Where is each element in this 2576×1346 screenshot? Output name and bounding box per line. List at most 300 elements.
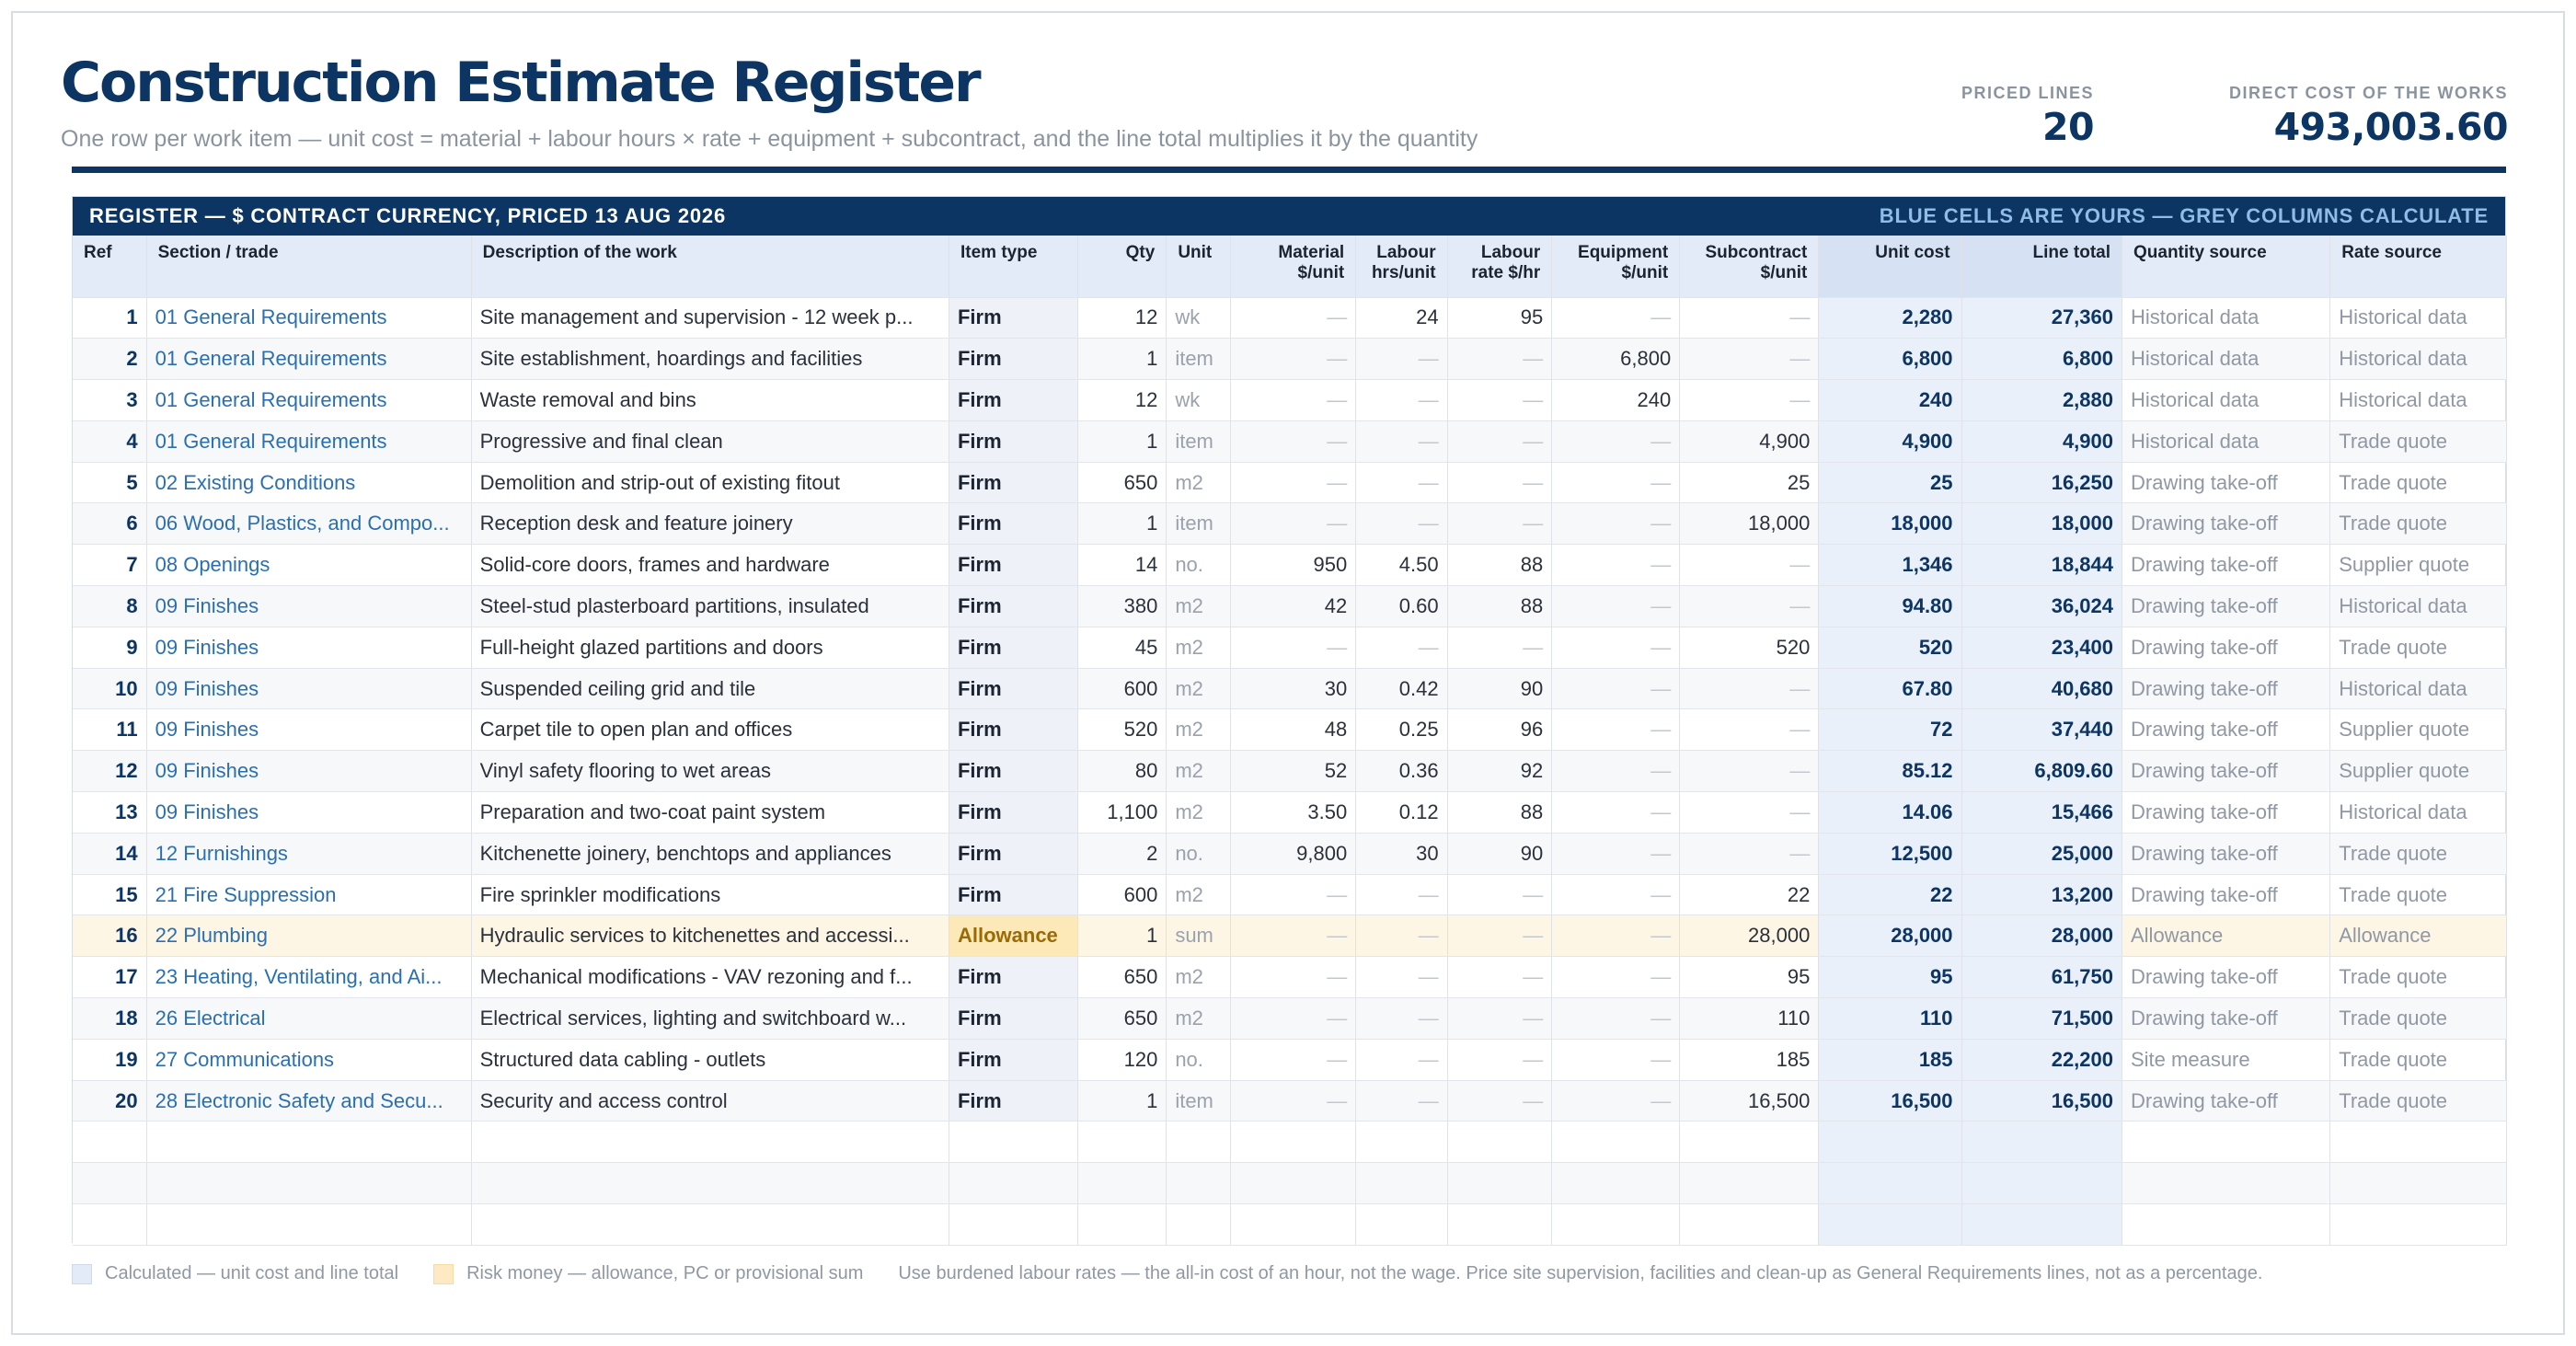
empty-cell[interactable] [73,1204,146,1246]
quantity-source-cell[interactable]: Drawing take-off [2122,833,2330,874]
empty-cell[interactable] [1680,1163,1819,1204]
unit-cell[interactable]: wk [1167,297,1231,339]
item-type-cell[interactable]: Firm [949,709,1077,751]
col-header-unit[interactable]: Unit [1167,236,1231,297]
col-header-qty[interactable]: Qty [1077,236,1166,297]
item-type-cell[interactable]: Firm [949,751,1077,792]
subcontract-cell[interactable]: — [1680,380,1819,421]
labour-hrs-cell[interactable]: 30 [1356,833,1447,874]
material-cell[interactable]: — [1231,627,1356,668]
empty-cell[interactable] [1552,1163,1680,1204]
rate-source-cell[interactable]: Supplier quote [2330,751,2507,792]
equipment-cell[interactable]: — [1552,792,1680,834]
table-row[interactable] [73,709,2507,751]
empty-cell[interactable] [2122,1204,2330,1246]
description-cell[interactable]: Suspended ceiling grid and tile [471,668,949,709]
rate-source-cell[interactable]: Trade quote [2330,503,2507,545]
rate-source-cell[interactable]: Trade quote [2330,874,2507,915]
equipment-cell[interactable]: — [1552,668,1680,709]
labour-hrs-cell[interactable]: — [1356,998,1447,1040]
empty-cell[interactable] [1552,1122,1680,1163]
subcontract-cell[interactable]: — [1680,586,1819,627]
empty-cell[interactable] [1819,1163,1961,1204]
description-cell[interactable]: Steel-stud plasterboard partitions, insulated [471,586,949,627]
equipment-cell[interactable]: — [1552,503,1680,545]
description-cell[interactable]: Kitchenette joinery, benchtops and appliances [471,833,949,874]
labour-hrs-cell[interactable]: 4.50 [1356,545,1447,586]
description-cell[interactable]: Carpet tile to open plan and offices [471,709,949,751]
description-cell[interactable]: Site management and supervision - 12 week p... [471,297,949,339]
table-row[interactable] [73,668,2507,709]
table-row[interactable] [73,297,2507,339]
section-cell[interactable]: 09 Finishes [146,751,471,792]
qty-cell[interactable]: 1,100 [1077,792,1166,834]
qty-cell[interactable]: 1 [1077,915,1166,957]
labour-hrs-cell[interactable]: 24 [1356,297,1447,339]
item-type-cell[interactable]: Firm [949,833,1077,874]
rate-source-cell[interactable]: Supplier quote [2330,709,2507,751]
qty-cell[interactable]: 1 [1077,1080,1166,1122]
empty-cell[interactable] [1231,1204,1356,1246]
qty-cell[interactable]: 14 [1077,545,1166,586]
labour-rate-cell[interactable]: — [1447,1039,1552,1080]
labour-hrs-cell[interactable]: 0.60 [1356,586,1447,627]
material-cell[interactable]: — [1231,1080,1356,1122]
col-header-item-type[interactable]: Item type [949,236,1077,297]
empty-cell[interactable] [949,1204,1077,1246]
rate-source-cell[interactable]: Historical data [2330,586,2507,627]
labour-rate-cell[interactable]: 95 [1447,297,1552,339]
table-row[interactable] [73,462,2507,503]
table-row[interactable] [73,380,2507,421]
empty-cell[interactable] [73,1163,146,1204]
empty-row[interactable] [73,1122,2507,1163]
material-cell[interactable]: — [1231,874,1356,915]
item-type-cell[interactable]: Firm [949,874,1077,915]
material-cell[interactable]: — [1231,998,1356,1040]
empty-cell[interactable] [1356,1122,1447,1163]
item-type-cell[interactable]: Firm [949,420,1077,462]
material-cell[interactable]: — [1231,1039,1356,1080]
col-header-labour-rate[interactable]: Labour rate $/hr [1447,236,1552,297]
section-cell[interactable]: 26 Electrical [146,998,471,1040]
qty-cell[interactable]: 80 [1077,751,1166,792]
empty-cell[interactable] [1356,1204,1447,1246]
unit-cell[interactable]: item [1167,1080,1231,1122]
col-header-section[interactable]: Section / trade [146,236,471,297]
table-row[interactable] [73,833,2507,874]
labour-hrs-cell[interactable]: — [1356,1039,1447,1080]
qty-cell[interactable]: 45 [1077,627,1166,668]
quantity-source-cell[interactable]: Drawing take-off [2122,586,2330,627]
empty-cell[interactable] [146,1163,471,1204]
labour-rate-cell[interactable]: — [1447,339,1552,380]
material-cell[interactable]: — [1231,420,1356,462]
table-row[interactable] [73,545,2507,586]
labour-rate-cell[interactable]: 90 [1447,668,1552,709]
empty-cell[interactable] [2122,1163,2330,1204]
quantity-source-cell[interactable]: Historical data [2122,380,2330,421]
unit-cell[interactable]: m2 [1167,751,1231,792]
subcontract-cell[interactable]: — [1680,297,1819,339]
section-cell[interactable]: 27 Communications [146,1039,471,1080]
rate-source-cell[interactable]: Trade quote [2330,957,2507,998]
description-cell[interactable]: Structured data cabling - outlets [471,1039,949,1080]
unit-cell[interactable]: m2 [1167,957,1231,998]
equipment-cell[interactable]: — [1552,297,1680,339]
empty-cell[interactable] [1167,1163,1231,1204]
labour-rate-cell[interactable]: — [1447,1080,1552,1122]
subcontract-cell[interactable]: 110 [1680,998,1819,1040]
empty-cell[interactable] [1447,1163,1552,1204]
item-type-cell[interactable]: Firm [949,998,1077,1040]
empty-cell[interactable] [73,1122,146,1163]
rate-source-cell[interactable]: Historical data [2330,297,2507,339]
item-type-cell[interactable]: Firm [949,627,1077,668]
section-cell[interactable]: 08 Openings [146,545,471,586]
subcontract-cell[interactable]: — [1680,668,1819,709]
qty-cell[interactable]: 1 [1077,503,1166,545]
unit-cell[interactable]: item [1167,420,1231,462]
qty-cell[interactable]: 520 [1077,709,1166,751]
col-header-subcontract[interactable]: Subcontract $/unit [1680,236,1819,297]
rate-source-cell[interactable]: Trade quote [2330,998,2507,1040]
labour-rate-cell[interactable]: — [1447,998,1552,1040]
labour-hrs-cell[interactable]: 0.25 [1356,709,1447,751]
description-cell[interactable]: Demolition and strip-out of existing fitout [471,462,949,503]
item-type-cell[interactable]: Firm [949,792,1077,834]
material-cell[interactable]: — [1231,339,1356,380]
quantity-source-cell[interactable]: Drawing take-off [2122,874,2330,915]
rate-source-cell[interactable]: Trade quote [2330,1080,2507,1122]
section-cell[interactable]: 01 General Requirements [146,420,471,462]
unit-cell[interactable]: item [1167,339,1231,380]
labour-hrs-cell[interactable]: — [1356,339,1447,380]
empty-cell[interactable] [1167,1204,1231,1246]
section-cell[interactable]: 09 Finishes [146,668,471,709]
section-cell[interactable]: 09 Finishes [146,627,471,668]
labour-rate-cell[interactable]: — [1447,380,1552,421]
qty-cell[interactable]: 1 [1077,339,1166,380]
section-cell[interactable]: 23 Heating, Ventilating, and Ai... [146,957,471,998]
material-cell[interactable]: 950 [1231,545,1356,586]
empty-cell[interactable] [1447,1122,1552,1163]
description-cell[interactable]: Fire sprinkler modifications [471,874,949,915]
labour-hrs-cell[interactable]: — [1356,1080,1447,1122]
empty-cell[interactable] [1680,1204,1819,1246]
qty-cell[interactable]: 650 [1077,998,1166,1040]
qty-cell[interactable]: 600 [1077,668,1166,709]
subcontract-cell[interactable]: — [1680,709,1819,751]
unit-cell[interactable]: no. [1167,545,1231,586]
section-cell[interactable]: 01 General Requirements [146,297,471,339]
section-cell[interactable]: 09 Finishes [146,792,471,834]
rate-source-cell[interactable]: Supplier quote [2330,545,2507,586]
quantity-source-cell[interactable]: Historical data [2122,420,2330,462]
quantity-source-cell[interactable]: Drawing take-off [2122,709,2330,751]
table-row[interactable] [73,1080,2507,1122]
labour-hrs-cell[interactable]: 0.36 [1356,751,1447,792]
material-cell[interactable]: 9,800 [1231,833,1356,874]
equipment-cell[interactable]: — [1552,462,1680,503]
empty-cell[interactable] [2330,1122,2507,1163]
material-cell[interactable]: — [1231,503,1356,545]
subcontract-cell[interactable]: — [1680,545,1819,586]
quantity-source-cell[interactable]: Drawing take-off [2122,1080,2330,1122]
empty-cell[interactable] [2330,1204,2507,1246]
description-cell[interactable]: Electrical services, lighting and switchboard w... [471,998,949,1040]
qty-cell[interactable]: 12 [1077,380,1166,421]
labour-rate-cell[interactable]: 88 [1447,586,1552,627]
description-cell[interactable]: Mechanical modifications - VAV rezoning and f... [471,957,949,998]
description-cell[interactable]: Hydraulic services to kitchenettes and accessi... [471,915,949,957]
subcontract-cell[interactable]: 4,900 [1680,420,1819,462]
table-row[interactable] [73,339,2507,380]
equipment-cell[interactable]: — [1552,874,1680,915]
unit-cell[interactable]: sum [1167,915,1231,957]
unit-cell[interactable]: m2 [1167,586,1231,627]
description-cell[interactable]: Reception desk and feature joinery [471,503,949,545]
quantity-source-cell[interactable]: Historical data [2122,297,2330,339]
equipment-cell[interactable]: — [1552,751,1680,792]
table-row[interactable] [73,957,2507,998]
quantity-source-cell[interactable]: Drawing take-off [2122,545,2330,586]
labour-rate-cell[interactable]: 88 [1447,792,1552,834]
subcontract-cell[interactable]: 28,000 [1680,915,1819,957]
rate-source-cell[interactable]: Trade quote [2330,1039,2507,1080]
empty-cell[interactable] [1077,1204,1166,1246]
rate-source-cell[interactable]: Trade quote [2330,420,2507,462]
col-header-labour-hrs[interactable]: Labour hrs/unit [1356,236,1447,297]
unit-cell[interactable]: m2 [1167,998,1231,1040]
unit-cell[interactable]: m2 [1167,874,1231,915]
labour-rate-cell[interactable]: 88 [1447,545,1552,586]
labour-hrs-cell[interactable]: — [1356,380,1447,421]
equipment-cell[interactable]: — [1552,915,1680,957]
empty-row[interactable] [73,1204,2507,1246]
equipment-cell[interactable]: — [1552,1080,1680,1122]
empty-cell[interactable] [146,1122,471,1163]
labour-hrs-cell[interactable]: 0.42 [1356,668,1447,709]
quantity-source-cell[interactable]: Drawing take-off [2122,998,2330,1040]
material-cell[interactable]: 48 [1231,709,1356,751]
rate-source-cell[interactable]: Historical data [2330,380,2507,421]
col-header-unit-cost[interactable]: Unit cost [1819,236,1961,297]
material-cell[interactable]: 52 [1231,751,1356,792]
item-type-cell[interactable]: Firm [949,545,1077,586]
rate-source-cell[interactable]: Historical data [2330,339,2507,380]
empty-cell[interactable] [471,1122,949,1163]
labour-hrs-cell[interactable]: — [1356,627,1447,668]
qty-cell[interactable]: 650 [1077,957,1166,998]
material-cell[interactable]: 42 [1231,586,1356,627]
equipment-cell[interactable]: — [1552,586,1680,627]
subcontract-cell[interactable]: — [1680,833,1819,874]
empty-cell[interactable] [949,1163,1077,1204]
empty-cell[interactable] [146,1204,471,1246]
equipment-cell[interactable]: — [1552,545,1680,586]
col-header-equipment[interactable]: Equipment $/unit [1552,236,1680,297]
empty-cell[interactable] [1961,1163,2122,1204]
labour-rate-cell[interactable]: — [1447,462,1552,503]
equipment-cell[interactable]: 240 [1552,380,1680,421]
unit-cell[interactable]: m2 [1167,709,1231,751]
description-cell[interactable]: Waste removal and bins [471,380,949,421]
col-header-line-total[interactable]: Line total [1961,236,2122,297]
description-cell[interactable]: Full-height glazed partitions and doors [471,627,949,668]
empty-cell[interactable] [1819,1122,1961,1163]
quantity-source-cell[interactable]: Historical data [2122,339,2330,380]
section-cell[interactable]: 06 Wood, Plastics, and Compo... [146,503,471,545]
subcontract-cell[interactable]: — [1680,339,1819,380]
qty-cell[interactable]: 2 [1077,833,1166,874]
table-row[interactable] [73,1039,2507,1080]
section-cell[interactable]: 09 Finishes [146,586,471,627]
labour-hrs-cell[interactable]: — [1356,915,1447,957]
labour-rate-cell[interactable]: — [1447,957,1552,998]
labour-hrs-cell[interactable]: — [1356,462,1447,503]
section-cell[interactable]: 01 General Requirements [146,380,471,421]
col-header-rate-source[interactable]: Rate source [2330,236,2507,297]
empty-cell[interactable] [471,1163,949,1204]
unit-cell[interactable]: m2 [1167,462,1231,503]
table-row[interactable] [73,627,2507,668]
subcontract-cell[interactable]: 25 [1680,462,1819,503]
unit-cell[interactable]: m2 [1167,627,1231,668]
section-cell[interactable]: 09 Finishes [146,709,471,751]
section-cell[interactable]: 02 Existing Conditions [146,462,471,503]
subcontract-cell[interactable]: — [1680,792,1819,834]
labour-hrs-cell[interactable]: — [1356,957,1447,998]
quantity-source-cell[interactable]: Drawing take-off [2122,668,2330,709]
empty-cell[interactable] [2330,1163,2507,1204]
qty-cell[interactable]: 600 [1077,874,1166,915]
empty-cell[interactable] [1231,1163,1356,1204]
subcontract-cell[interactable]: 95 [1680,957,1819,998]
equipment-cell[interactable]: — [1552,709,1680,751]
quantity-source-cell[interactable]: Drawing take-off [2122,751,2330,792]
col-header-quantity-source[interactable]: Quantity source [2122,236,2330,297]
section-cell[interactable]: 21 Fire Suppression [146,874,471,915]
rate-source-cell[interactable]: Historical data [2330,668,2507,709]
rate-source-cell[interactable]: Allowance [2330,915,2507,957]
rate-source-cell[interactable]: Trade quote [2330,627,2507,668]
material-cell[interactable]: — [1231,915,1356,957]
empty-cell[interactable] [949,1122,1077,1163]
labour-hrs-cell[interactable]: — [1356,420,1447,462]
labour-rate-cell[interactable]: 90 [1447,833,1552,874]
subcontract-cell[interactable]: 520 [1680,627,1819,668]
empty-cell[interactable] [1167,1122,1231,1163]
empty-cell[interactable] [1819,1204,1961,1246]
item-type-cell[interactable]: Firm [949,462,1077,503]
labour-rate-cell[interactable]: 96 [1447,709,1552,751]
col-header-material[interactable]: Material $/unit [1231,236,1356,297]
empty-cell[interactable] [471,1204,949,1246]
description-cell[interactable]: Site establishment, hoardings and facilities [471,339,949,380]
unit-cell[interactable]: m2 [1167,668,1231,709]
qty-cell[interactable]: 120 [1077,1039,1166,1080]
labour-rate-cell[interactable]: — [1447,915,1552,957]
equipment-cell[interactable]: 6,800 [1552,339,1680,380]
empty-row[interactable] [73,1163,2507,1204]
item-type-cell[interactable]: Firm [949,1039,1077,1080]
qty-cell[interactable]: 650 [1077,462,1166,503]
rate-source-cell[interactable]: Trade quote [2330,833,2507,874]
labour-hrs-cell[interactable]: — [1356,874,1447,915]
empty-cell[interactable] [1356,1163,1447,1204]
empty-cell[interactable] [1077,1163,1166,1204]
section-cell[interactable]: 12 Furnishings [146,833,471,874]
table-row[interactable] [73,874,2507,915]
item-type-cell[interactable]: Firm [949,668,1077,709]
description-cell[interactable]: Preparation and two-coat paint system [471,792,949,834]
table-row[interactable] [73,792,2507,834]
material-cell[interactable]: — [1231,297,1356,339]
labour-rate-cell[interactable]: — [1447,627,1552,668]
description-cell[interactable]: Solid-core doors, frames and hardware [471,545,949,586]
subcontract-cell[interactable]: — [1680,751,1819,792]
labour-rate-cell[interactable]: — [1447,420,1552,462]
empty-cell[interactable] [1231,1122,1356,1163]
item-type-cell[interactable]: Firm [949,1080,1077,1122]
rate-source-cell[interactable]: Historical data [2330,792,2507,834]
table-row[interactable] [73,998,2507,1040]
table-row[interactable] [73,503,2507,545]
subcontract-cell[interactable]: 18,000 [1680,503,1819,545]
quantity-source-cell[interactable]: Drawing take-off [2122,792,2330,834]
item-type-cell[interactable]: Firm [949,957,1077,998]
description-cell[interactable]: Progressive and final clean [471,420,949,462]
table-row[interactable] [73,420,2507,462]
qty-cell[interactable]: 12 [1077,297,1166,339]
quantity-source-cell[interactable]: Drawing take-off [2122,627,2330,668]
empty-cell[interactable] [1077,1122,1166,1163]
empty-cell[interactable] [1447,1204,1552,1246]
qty-cell[interactable]: 380 [1077,586,1166,627]
rate-source-cell[interactable]: Trade quote [2330,462,2507,503]
quantity-source-cell[interactable]: Drawing take-off [2122,503,2330,545]
table-row[interactable] [73,915,2507,957]
empty-cell[interactable] [1680,1122,1819,1163]
labour-hrs-cell[interactable]: 0.12 [1356,792,1447,834]
section-cell[interactable]: 22 Plumbing [146,915,471,957]
subcontract-cell[interactable]: 16,500 [1680,1080,1819,1122]
material-cell[interactable]: 30 [1231,668,1356,709]
section-cell[interactable]: 01 General Requirements [146,339,471,380]
labour-rate-cell[interactable]: 92 [1447,751,1552,792]
unit-cell[interactable]: wk [1167,380,1231,421]
quantity-source-cell[interactable]: Drawing take-off [2122,462,2330,503]
quantity-source-cell[interactable]: Allowance [2122,915,2330,957]
quantity-source-cell[interactable]: Site measure [2122,1039,2330,1080]
col-header-ref[interactable]: Ref [73,236,146,297]
equipment-cell[interactable]: — [1552,627,1680,668]
table-row[interactable] [73,586,2507,627]
labour-rate-cell[interactable]: — [1447,503,1552,545]
material-cell[interactable]: — [1231,380,1356,421]
equipment-cell[interactable]: — [1552,998,1680,1040]
section-cell[interactable]: 28 Electronic Safety and Secu... [146,1080,471,1122]
item-type-cell[interactable]: Firm [949,380,1077,421]
labour-rate-cell[interactable]: — [1447,874,1552,915]
empty-cell[interactable] [1961,1204,2122,1246]
unit-cell[interactable]: m2 [1167,792,1231,834]
material-cell[interactable]: 3.50 [1231,792,1356,834]
col-header-description[interactable]: Description of the work [471,236,949,297]
labour-hrs-cell[interactable]: — [1356,503,1447,545]
unit-cell[interactable]: item [1167,503,1231,545]
